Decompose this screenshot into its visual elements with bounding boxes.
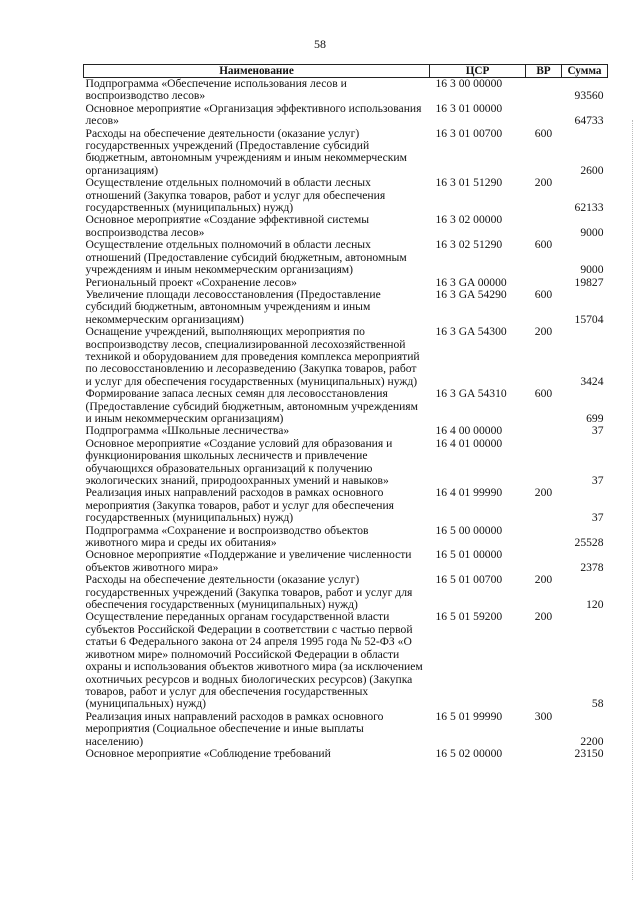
row-name-cell: Увеличение площади лесовосстановления (Предоставление субсидий бюджетным, автономным учреждениям и иным некоммерческим организациям) <box>85 287 381 326</box>
row-sum-cell: 3424 <box>580 374 604 388</box>
row-name-cell: Осуществление переданных органам государственной власти субъектов Российской Федерации в соответствии с частью первой статьи 6 Федерального закона от 24 апреля 1995 года № 52-ФЗ «О животном мире» полномочий Российской Федерации в области охраны и использования объектов животного мира (за исключением охотничьих ресурсов и водных биологических ресурсов) (Закупка товаров, работ и услуг для обеспечения государственных (муниципальных) нужд) <box>85 610 423 711</box>
page-edge-mark <box>632 120 637 880</box>
row-vr-cell <box>526 438 562 488</box>
row-name-cell: Основное мероприятие «Создание условий для образования и функционирования школьных лесничеств и привлечение обучающихся образовательных организаций к получению экологических знаний, природоохранных умений и навыков» <box>85 436 393 487</box>
row-csr-cell: 16 5 02 00000 <box>435 746 503 760</box>
row-name-cell: Расходы на обеспечение деятельности (оказание услуг) государственных учреждений (Предоставление субсидий бюджетным, автономным учреждениям и иным некоммерческим организациям) <box>85 126 407 177</box>
row-sum-cell: 2378 <box>580 560 604 574</box>
table-row <box>84 214 608 239</box>
row-name-cell: Оснащение учреждений, выполняющих мероприятия по воспроизводству лесов, специализированной лесохозяйственной техникой и оборудованием для проведения комплекса мероприятий по лесовосстановлению и лесоразведению (Закупка товаров, работ и услуг для обеспечения государственных (муниципальных) нужд) <box>85 325 420 388</box>
row-csr-cell: 16 4 01 99990 <box>435 486 503 500</box>
row-csr-cell: 16 3 GA 54300 <box>435 325 507 339</box>
table-row <box>84 388 608 425</box>
row-sum-cell: 19827 <box>574 275 604 289</box>
table-row <box>84 611 608 710</box>
row-csr-cell: 16 3 GA 54310 <box>435 387 507 401</box>
row-name-cell: Основное мероприятие «Поддержание и увеличение численности объектов животного мира» <box>85 548 412 574</box>
row-sum-cell: 9000 <box>580 225 604 239</box>
row-sum-cell: 62133 <box>574 201 604 215</box>
row-sum-cell: 9000 <box>580 263 604 277</box>
table-row <box>84 574 608 611</box>
row-vr-cell: 200 <box>534 486 553 500</box>
row-vr-cell: 200 <box>534 176 553 190</box>
row-vr-cell: 200 <box>534 573 553 587</box>
row-vr-cell: 200 <box>534 610 553 624</box>
row-csr-cell: 16 3 01 51290 <box>435 176 503 190</box>
row-vr-cell <box>526 525 562 550</box>
row-name-cell: Основное мероприятие «Создание эффективной системы воспроизводства лесов» <box>85 213 369 239</box>
row-csr-cell: 16 4 00 00000 <box>435 424 503 438</box>
row-csr-cell: 16 4 01 00000 <box>435 436 503 450</box>
row-name-cell: Расходы на обеспечение деятельности (оказание услуг) государственных учреждений (Закупка товаров, работ и услуг для обеспечения государственных (муниципальных) нужд) <box>85 573 413 612</box>
table-header-row <box>84 65 608 78</box>
row-vr-cell <box>526 549 562 574</box>
row-name-cell: Основное мероприятие «Соблюдение требований <box>85 746 331 760</box>
row-csr-cell: 16 5 01 59200 <box>435 610 503 624</box>
table-row <box>84 711 608 748</box>
row-sum-cell: 64733 <box>574 114 604 128</box>
row-vr-cell <box>526 748 562 760</box>
table-row <box>84 438 608 488</box>
row-csr-cell: 16 3 02 00000 <box>435 213 503 227</box>
row-vr-cell: 600 <box>534 287 553 301</box>
row-vr-cell: 600 <box>534 387 553 401</box>
row-name-cell: Формирование запаса лесных семян для лесовосстановления (Предоставление субсидий бюджетным, автономным учреждениям и иным некоммерческим организациям) <box>85 387 418 425</box>
row-name-cell: Реализация иных направлений расходов в рамках основного мероприятия (Социальное обеспечение и иные выплаты населению) <box>85 709 384 748</box>
table-row <box>84 549 608 574</box>
row-name-cell: Осуществление отдельных полномочий в области лесных отношений (Предоставление субсидий бюджетным, автономным учреждениям и иным некоммерческим организациям) <box>85 238 407 277</box>
row-sum-cell: 25528 <box>574 536 604 550</box>
table-row <box>84 425 608 437</box>
row-csr-cell: 16 5 01 00700 <box>435 573 503 587</box>
row-sum-cell: 23150 <box>574 746 604 760</box>
header-vr: ВР <box>526 65 562 78</box>
row-vr-cell: 300 <box>534 709 553 723</box>
row-csr-cell: 16 5 01 99990 <box>435 709 503 723</box>
row-vr-cell: 600 <box>534 126 553 140</box>
row-sum-cell: 120 <box>586 598 604 612</box>
row-sum-cell: 93560 <box>574 89 604 103</box>
row-csr-cell: 16 5 01 00000 <box>435 548 503 562</box>
row-name-cell: Подпрограмма «Обеспечение использования лесов и воспроизводство лесов» <box>85 77 347 103</box>
row-sum-cell: 2200 <box>580 734 604 748</box>
table-row <box>84 239 608 276</box>
row-sum-cell: 58 <box>591 697 604 711</box>
row-vr-cell: 600 <box>534 238 553 252</box>
row-sum-cell: 37 <box>591 511 604 525</box>
table-row <box>84 103 608 128</box>
row-name-cell: Основное мероприятие «Организация эффективного использования лесов» <box>85 101 422 128</box>
row-sum-cell: 15704 <box>574 312 604 326</box>
row-vr-cell: 200 <box>534 325 553 339</box>
table-row <box>84 487 608 524</box>
table-body <box>84 78 608 761</box>
row-name-cell: Реализация иных направлений расходов в рамках основного мероприятия (Закупка товаров, работ и услуг для обеспечения государственных (муниципальных) нужд) <box>85 486 394 525</box>
row-name-cell: Осуществление отдельных полномочий в области лесных отношений (Закупка товаров, работ и услуг для обеспечения государственных (муниципальных) нужд) <box>85 176 386 215</box>
row-name-cell: Подпрограмма «Школьные лесничества» <box>85 424 290 438</box>
row-vr-cell <box>526 425 562 437</box>
row-vr-cell <box>526 103 562 128</box>
table-row <box>84 525 608 550</box>
table-row <box>84 177 608 214</box>
row-csr-cell: 16 3 02 51290 <box>435 238 503 252</box>
budget-table <box>83 64 608 760</box>
row-sum-cell: 37 <box>591 424 604 438</box>
table-row <box>84 128 608 178</box>
row-sum-cell: 37 <box>591 474 604 487</box>
table-row <box>84 289 608 326</box>
page-number: 58 <box>314 37 326 51</box>
table-row <box>84 748 608 760</box>
row-vr-cell <box>526 78 562 103</box>
row-csr-cell: 16 5 00 00000 <box>435 523 503 537</box>
row-csr-cell: 16 3 GA 54290 <box>435 287 507 301</box>
header-name: Наименование <box>84 65 430 78</box>
row-sum-cell: 2600 <box>580 163 604 177</box>
row-csr-cell: 16 3 01 00700 <box>435 126 503 140</box>
row-csr-cell: 16 3 00 00000 <box>435 77 503 90</box>
header-csr: ЦСР <box>430 65 526 78</box>
header-sum: Сумма <box>562 65 608 78</box>
row-vr-cell <box>526 214 562 239</box>
table-row <box>84 326 608 388</box>
table-row <box>84 78 608 103</box>
row-name-cell: Подпрограмма «Сохранение и воспроизводство объектов животного мира и среды их обитания» <box>85 523 369 550</box>
row-csr-cell: 16 3 GA 00000 <box>435 275 507 289</box>
row-sum-cell: 699 <box>586 411 604 425</box>
row-csr-cell: 16 3 01 00000 <box>435 101 503 115</box>
row-name-cell: Региональный проект «Сохранение лесов» <box>85 275 297 289</box>
